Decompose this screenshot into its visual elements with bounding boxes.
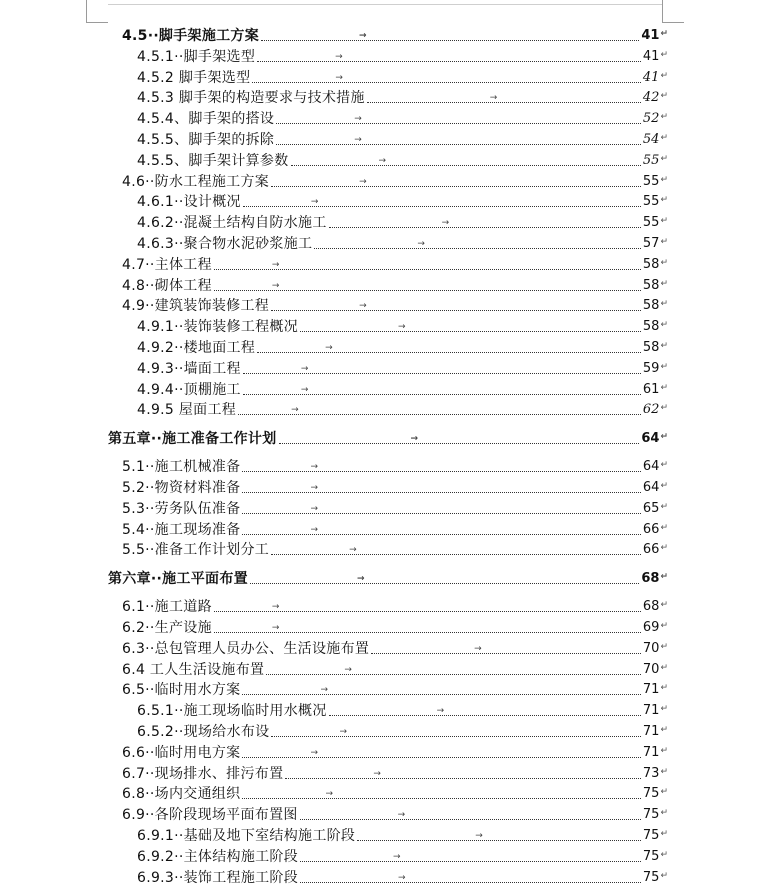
toc-entry-title: 6.4 工人生活设施布置 [122,661,265,678]
paragraph-mark-icon: ↵ [660,849,668,860]
toc-leader-dots [257,343,641,353]
toc-entry[interactable] [137,315,668,336]
toc-entry-title: 6.3··总包管理人员办公、生活设施布置 [122,640,370,657]
toc-entry-title: 6.9.2··主体结构施工阶段 [137,848,299,865]
toc-page-number: 64 [641,431,660,447]
toc-entry[interactable] [122,294,668,315]
toc-entry[interactable] [122,762,668,783]
toc-entry-title: 6.8··场内交通组织 [122,786,241,803]
paragraph-mark-icon: ↵ [660,320,668,331]
paragraph-mark-icon: ↵ [660,683,668,694]
paragraph-mark-icon: ↵ [660,49,668,60]
tab-arrow-icon: → [359,176,367,187]
tab-arrow-icon: → [373,768,381,779]
paragraph-mark-icon: ↵ [660,808,668,819]
toc-entry[interactable] [137,866,668,887]
toc-entry-title: 4.8··砌体工程 [122,277,212,294]
toc-leader-dots [367,93,641,104]
toc-page-number: 71 [642,724,660,739]
tab-arrow-icon: → [417,239,425,249]
toc-entry[interactable] [122,637,668,658]
tab-arrow-icon: → [356,574,365,585]
toc-entry[interactable] [137,149,668,170]
toc-leader-dots [329,218,641,229]
toc-leader-dots [261,31,639,41]
toc-leader-dots [242,483,640,493]
tab-arrow-icon: → [300,363,309,374]
toc-entry-title: 6.5··临时用水方案 [122,682,241,699]
toc-entry[interactable] [137,398,668,419]
toc-entry[interactable] [137,720,668,741]
toc-entry-title: 5.4··施工现场准备 [122,521,241,538]
tab-arrow-icon: → [271,259,280,270]
toc-entry[interactable] [137,232,668,253]
toc-entry[interactable] [122,455,668,476]
paragraph-mark-icon: ↵ [660,195,668,206]
toc-leader-dots [266,664,641,675]
toc-leader-dots [242,747,640,758]
tab-arrow-icon: → [320,685,329,696]
tab-arrow-icon: → [354,135,362,145]
toc-page-number: 58 [642,298,660,314]
toc-entry-title: 4.9.1··装饰装修工程概况 [137,319,299,336]
toc-page-number: 52 [642,111,660,127]
toc-entry-title: 4.9.4··顶棚施工 [137,381,241,398]
paragraph-mark-icon: ↵ [660,112,668,123]
toc-entry-title: 4.5.1··脚手架选型 [137,48,256,65]
paragraph-mark-icon: ↵ [660,621,668,631]
toc-page-number: 65 [642,500,660,516]
tab-arrow-icon: → [359,301,367,312]
toc-leader-dots [357,831,641,841]
toc-page-number: 64 [642,459,660,475]
paragraph-mark-icon: ↵ [660,216,668,227]
toc-leader-dots [279,434,640,445]
toc-leader-dots [300,872,641,883]
toc-page-number: 55 [642,152,660,168]
toc-entry[interactable] [122,253,668,274]
tab-arrow-icon: → [310,462,319,473]
paragraph-mark-icon: ↵ [660,829,668,839]
paragraph-mark-icon: ↵ [660,299,668,310]
tab-arrow-icon: → [398,872,406,883]
paragraph-mark-icon: ↵ [660,91,668,102]
paragraph-mark-icon: ↵ [660,237,668,247]
paragraph-mark-icon: ↵ [660,725,668,735]
paragraph-mark-icon: ↵ [660,481,668,491]
toc-leader-dots [242,462,640,473]
toc-page-number: 41 [641,28,660,43]
tab-arrow-icon: → [271,602,280,613]
toc-entry[interactable] [137,86,668,107]
toc-leader-dots [242,685,640,696]
paragraph-mark-icon: ↵ [660,501,668,512]
tab-arrow-icon: → [271,280,280,291]
paragraph-mark-icon: ↵ [660,257,668,268]
toc-entry-title: 6.6··临时用电方案 [122,744,241,761]
toc-page-number: 75 [642,807,660,823]
toc-entry-title: 5.5··准备工作计划分工 [122,542,270,559]
tab-arrow-icon: → [349,545,357,556]
paragraph-mark-icon: ↵ [660,29,668,39]
paragraph-mark-icon: ↵ [660,460,668,471]
tab-arrow-icon: → [441,218,450,229]
toc-entry[interactable] [137,45,668,66]
paragraph-mark-icon: ↵ [660,382,668,393]
toc-leader-dots [242,789,640,800]
toc-leader-dots [214,602,641,613]
tab-arrow-icon: → [475,831,483,841]
toc-page-number: 71 [642,703,660,719]
toc-page-number: 55 [642,173,660,189]
toc-entry-title: 6.7··现场排水、排污布置 [122,765,284,782]
toc-leader-dots [242,503,640,514]
paragraph-mark-icon: ↵ [660,704,668,715]
toc-entry[interactable] [122,782,668,803]
toc-entry-title: 6.9.3··装饰工程施工阶段 [137,869,299,886]
toc-leader-dots [271,545,641,556]
paragraph-mark-icon: ↵ [660,153,668,164]
toc-leader-dots [285,768,641,779]
toc-page-number: 58 [642,319,660,335]
toc-page-number: 55 [642,215,660,231]
toc-page-number: 71 [642,744,660,760]
paragraph-mark-icon: ↵ [660,133,668,143]
tab-arrow-icon: → [335,72,343,83]
toc-entry[interactable] [137,190,668,211]
paragraph-mark-icon: ↵ [660,543,668,554]
toc-entry-title: 5.3··劳务队伍准备 [122,500,241,517]
toc-page-number: 58 [642,277,660,293]
toc-page-number: 75 [642,786,660,802]
tab-arrow-icon: → [359,31,367,41]
toc-entry[interactable] [137,128,668,149]
toc-leader-dots [214,280,641,291]
toc-entry-title: 4.7··主体工程 [122,256,212,273]
tab-arrow-icon: → [310,524,319,535]
toc-page-number: 41 [642,48,660,64]
toc-entry[interactable] [122,595,668,616]
toc-page-number: 61 [642,381,660,397]
toc-entry[interactable] [137,107,668,128]
tab-arrow-icon: → [271,623,280,633]
tab-arrow-icon: → [300,384,309,395]
toc-leader-dots [214,623,641,633]
toc-entry[interactable] [137,211,668,232]
tab-arrow-icon: → [310,483,319,493]
toc-entry-title: 6.5.2··现场给水布设 [137,724,270,740]
toc-entry-title: 第五章··施工准备工作计划 [108,431,277,448]
toc-leader-dots [276,114,641,125]
toc-entry[interactable] [137,845,668,866]
tab-arrow-icon: → [397,810,406,821]
toc-entry[interactable] [122,170,668,191]
toc-page-number: 58 [642,256,660,272]
paragraph-mark-icon: ↵ [660,641,668,652]
toc-page-number: 71 [642,682,660,698]
paragraph-mark-icon: ↵ [660,522,668,533]
toc-chapter-entry[interactable] [108,567,668,588]
toc-entry[interactable] [122,538,668,559]
toc-entry-title: 4.9.2··楼地面工程 [137,340,256,356]
toc-entry[interactable] [122,24,668,45]
tab-arrow-icon: → [310,503,319,514]
toc-entry-title: 4.6.2··混凝土结构自防水施工 [137,215,327,232]
paragraph-mark-icon: ↵ [660,572,668,583]
toc-entry-title: 6.9··各阶段现场平面布置图 [122,807,298,824]
toc-page-number: 75 [642,848,660,864]
toc-page-number: 64 [642,480,660,495]
toc-entry[interactable] [122,678,668,699]
toc-leader-dots [242,524,640,535]
toc-page-number: 66 [642,521,660,537]
toc-page-number: 70 [642,640,660,656]
paragraph-mark-icon: ↵ [660,70,668,81]
toc-leader-dots [238,405,641,416]
tab-arrow-icon: → [398,322,406,333]
toc-page-number: 75 [642,869,660,885]
toc-page-number: 69 [642,620,660,635]
toc-entry[interactable] [137,336,668,357]
paragraph-mark-icon: ↵ [660,432,668,443]
tab-arrow-icon: → [310,747,319,758]
toc-entry-title: 6.2··生产设施 [122,620,212,636]
toc-entry-title: 5.1··施工机械准备 [122,459,241,476]
toc-page-number: 42 [642,90,660,106]
toc-leader-dots [271,301,641,312]
toc-entry-title: 4.9.5 屋面工程 [137,402,237,419]
toc-leader-dots [300,851,641,862]
toc-entry[interactable] [122,741,668,762]
toc-page-number: 54 [642,132,660,147]
toc-leader-dots [250,574,639,585]
toc-entry-title: 6.5.1··施工现场临时用水概况 [137,703,327,720]
toc-leader-dots [276,135,641,145]
toc-entry-title: 4.9.3··墙面工程 [137,360,241,377]
tab-arrow-icon: → [436,706,445,717]
tab-arrow-icon: → [335,51,343,62]
toc-entry[interactable] [137,378,668,399]
paragraph-mark-icon: ↵ [660,341,668,351]
toc-entry[interactable] [137,824,668,845]
toc-leader-dots [371,643,641,654]
toc-leader-dots [243,363,641,374]
toc-leader-dots [243,384,641,395]
toc-entry[interactable] [122,658,668,679]
tab-arrow-icon: → [325,343,333,353]
toc-leader-dots [300,322,641,333]
toc-page-number: 66 [642,542,660,558]
toc-entry[interactable] [122,616,668,637]
tab-arrow-icon: → [310,197,319,208]
toc-entry-title: 4.6.1··设计概况 [137,194,241,211]
toc-page-number: 68 [642,599,660,615]
toc-leader-dots [271,176,641,187]
toc-leader-dots [214,259,641,270]
paragraph-mark-icon: ↵ [660,403,668,414]
paragraph-mark-icon: ↵ [660,745,668,756]
paragraph-mark-icon: ↵ [660,361,668,372]
tab-arrow-icon: → [354,114,362,125]
toc-page-number: 68 [641,571,660,587]
toc-page-number: 58 [642,340,660,355]
toc-page-number: 62 [642,402,660,418]
paragraph-mark-icon: ↵ [660,278,668,289]
toc-entry-title: 6.9.1··基础及地下室结构施工阶段 [137,828,356,844]
paragraph-mark-icon: ↵ [660,766,668,777]
paragraph-mark-icon: ↵ [660,662,668,673]
toc-entry[interactable] [137,66,668,87]
toc-page-number: 73 [642,765,660,781]
toc-page-number: 70 [642,661,660,677]
toc-leader-dots [300,810,641,821]
toc-entry-title: 第六章··施工平面布置 [108,571,248,588]
toc-entry-title: 4.6.3··聚合物水泥砂浆施工 [137,236,313,252]
toc-entry[interactable] [137,699,668,720]
toc-entry-title: 5.2··物资材料准备 [122,480,241,496]
toc-leader-dots [271,727,640,737]
tab-arrow-icon: → [378,155,387,166]
tab-arrow-icon: → [393,851,401,862]
paragraph-mark-icon: ↵ [660,600,668,611]
tab-arrow-icon: → [410,434,419,445]
toc-entry[interactable] [122,803,668,824]
toc-page-number: 59 [642,360,660,376]
toc-entry-title: 4.6··防水工程施工方案 [122,173,270,190]
toc-entry[interactable] [122,497,668,518]
toc-entry-title: 4.5··脚手架施工方案 [122,28,260,44]
tab-arrow-icon: → [339,727,347,737]
toc-leader-dots [329,706,641,717]
toc-entry[interactable] [122,518,668,539]
toc-leader-dots [252,72,641,83]
toc-leader-dots [257,51,641,62]
toc-entry[interactable] [122,274,668,295]
toc-leader-dots [243,197,641,208]
toc-page-number: 55 [642,194,660,210]
toc-entry-title: 4.5.5、脚手架计算参数 [137,152,289,169]
toc-leader-dots [291,155,641,166]
toc-entry-title: 4.5.5、脚手架的拆除 [137,132,275,148]
toc-entry[interactable] [122,476,668,497]
tab-arrow-icon: → [489,93,498,104]
toc-entry[interactable] [137,357,668,378]
paragraph-mark-icon: ↵ [660,870,668,881]
toc-entry-title: 4.5.4、脚手架的搭设 [137,111,275,128]
toc-chapter-entry[interactable] [108,427,668,448]
toc-page-number: 41 [642,69,660,85]
toc-entry-title: 4.5.3 脚手架的构造要求与技术措施 [137,90,365,107]
tab-arrow-icon: → [291,405,299,416]
toc-entry-title: 4.5.2 脚手架选型 [137,69,251,86]
tab-arrow-icon: → [474,643,482,654]
toc-leader-dots [314,239,641,249]
paragraph-mark-icon: ↵ [660,174,668,185]
toc-page-number: 75 [642,828,660,843]
toc-page-number: 57 [642,236,660,251]
toc-entry-title: 6.1··施工道路 [122,599,212,616]
paragraph-mark-icon: ↵ [660,787,668,798]
tab-arrow-icon: → [325,789,334,800]
tab-arrow-icon: → [344,664,352,675]
toc-entry-title: 4.9··建筑装饰装修工程 [122,298,270,315]
